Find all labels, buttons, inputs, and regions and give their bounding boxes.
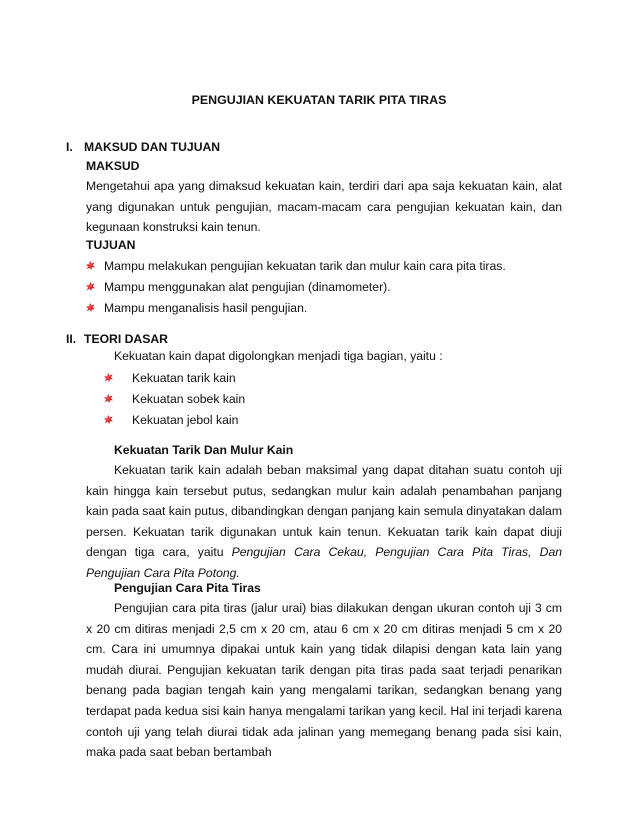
paragraph-text: Kekuatan tarik kain adalah beban maksimal yang dapat ditahan suatu contoh uji kain hingga kain tersebut putus, sedangkan mulur kain adalah penambahan panjang kain pada saat kain putus, dibandingkan dengan panjang kain semula dinyatakan dalam persen. Kekuatan tarik digunakan untuk kain tenun. Kekuatan tarik kain dapat diuji dengan tiga cara, yaitu — [86, 463, 562, 560]
bullet-icon — [86, 303, 95, 312]
list-item: Mampu melakukan pengujian kekuatan tarik dan mulur kain cara pita tiras. — [104, 259, 506, 273]
subsection-heading: Pengujian Cara Pita Tiras — [114, 581, 261, 595]
bullet-icon — [104, 394, 113, 403]
section-2-title: TEORI DASAR — [84, 332, 168, 346]
list-item: Kekuatan sobek kain — [132, 392, 246, 406]
subsection-heading: Kekuatan Tarik Dan Mulur Kain — [114, 443, 294, 457]
maksud-label: MAKSUD — [86, 159, 140, 173]
section-1-heading — [66, 140, 220, 154]
page-title: PENGUJIAN KEKUATAN TARIK PITA TIRAS — [191, 93, 447, 107]
paragraph-italic: Pengujian Cara Cekau, Pengujian Cara Pita Tiras, Dan Pengujian Cara Pita Potong. — [86, 545, 563, 580]
paragraph-kekuatan-tarik — [86, 460, 562, 584]
section-2-heading — [66, 332, 168, 346]
tujuan-label: TUJUAN — [86, 238, 136, 252]
bullet-icon — [86, 261, 95, 270]
paragraph-pita-tiras: Pengujian cara pita tiras (jalur urai) bias dilakukan dengan ukuran contoh uji 3 cm x 20 cm ditiras menjadi 2,5 cm x 20 cm, atau 6 cm x 20 cm ditiras menjadi 5 cm x 20 cm. Cara ini umumnya dipakai untuk kain yang tidak dilapisi dengan kata lain yang mudah diurai. Pengujian kekuatan tarik dengan pita tiras pada saat terjadi penarikan benang pada bagian tengah kain yang mengalami tarikan, sedangkan benang yang terdapat pada kedua sisi kain hanya mengalami tarikan yang kecil. Hal ini terjadi karena contoh uji yang telah diurai tidak ada jalinan yang memegang benang pada sisi kain, maka pada saat beban bertambah — [86, 601, 562, 760]
maksud-text: Mengetahui apa yang dimaksud kekuatan kain, terdiri dari apa saja kekuatan kain, alat yang digunakan untuk pengujian, macam-macam cara pengujian kekuatan kain, dan kegunaan konstruksi kain tenun. — [86, 179, 562, 234]
list-item: Kekuatan jebol kain — [132, 413, 239, 427]
list-item: Mampu menggunakan alat pengujian (dinamometer). — [104, 280, 391, 294]
section-2-number: II. — [66, 332, 77, 346]
list-item: Kekuatan tarik kain — [132, 371, 236, 385]
list-item: Mampu menganalisis hasil pengujian. — [104, 301, 308, 315]
section-1-number: I. — [66, 140, 73, 154]
bullet-icon — [86, 282, 95, 291]
bullet-icon — [104, 373, 113, 382]
bullet-icon — [104, 415, 113, 424]
teori-intro: Kekuatan kain dapat digolongkan menjadi tiga bagian, yaitu : — [114, 349, 443, 363]
section-1-title: MAKSUD DAN TUJUAN — [84, 140, 221, 154]
